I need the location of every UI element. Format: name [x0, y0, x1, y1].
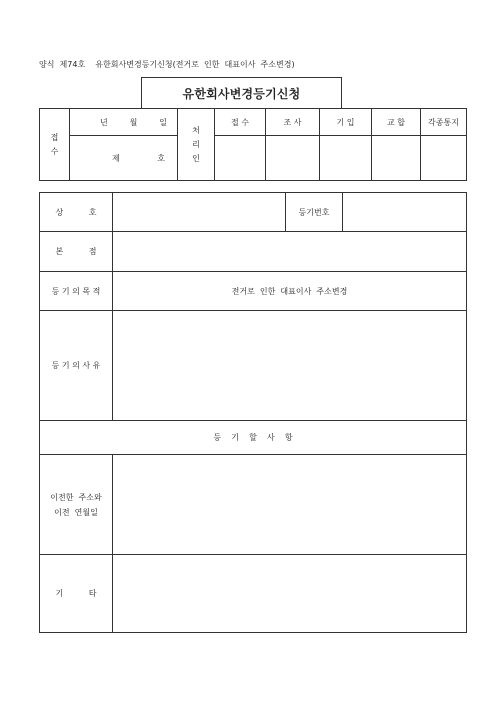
previous-address-label-line1: 이전한 주소와: [50, 492, 102, 502]
registration-purpose-value[interactable]: 전거로 인한 대표이사 주소변경: [113, 272, 467, 311]
investigation-stamp-field[interactable]: [266, 136, 320, 181]
col-notifications-header: 각종통지: [421, 109, 467, 136]
reception-label-bottom: 수: [50, 146, 59, 156]
registration-matters-header: 등 기 할 사 항: [40, 421, 467, 455]
processor-label-1: 처: [192, 125, 200, 135]
previous-address-label-line2: 이전 연월일: [54, 507, 98, 517]
other-field[interactable]: [113, 555, 467, 633]
reception-number-cell: [70, 136, 178, 181]
reception-label: [40, 109, 70, 181]
date-month-label: 월: [129, 117, 138, 127]
registration-purpose-label: 등 기 의 목 적: [40, 272, 113, 311]
col-collation-header: 교 합: [372, 109, 421, 136]
registration-number-label: 등기번호: [286, 193, 343, 232]
collation-stamp-field[interactable]: [372, 136, 421, 181]
notifications-stamp-field[interactable]: [421, 136, 467, 181]
processor-label: [178, 109, 215, 181]
head-office-label: 본 점: [40, 232, 113, 272]
processor-label-3: 인: [192, 153, 200, 163]
col-reception-header: 접 수: [215, 109, 266, 136]
col-entry-header: 기 입: [320, 109, 372, 136]
registration-number-field[interactable]: [343, 193, 467, 232]
other-label: 기 타: [40, 555, 113, 633]
form-number: 양식 제74호 유한회사변경등기신청(전거로 인한 대표이사 주소변경): [39, 60, 295, 69]
date-year-label: 년: [100, 117, 108, 127]
previous-address-field[interactable]: [113, 455, 467, 555]
number-prefix: 제: [112, 153, 120, 163]
trade-name-label: 상 호: [40, 193, 113, 232]
reception-table: [39, 108, 467, 181]
reception-date-cell: [70, 109, 178, 136]
col-investigation-header: 조 사: [266, 109, 320, 136]
reception-stamp-field[interactable]: [215, 136, 266, 181]
document-title: 유한회사변경등기신청: [141, 77, 342, 109]
trade-name-field[interactable]: [113, 193, 286, 232]
reception-label-top: 접: [50, 132, 59, 142]
registration-reason-field[interactable]: [113, 311, 467, 421]
previous-address-label: [40, 455, 113, 555]
registration-reason-label: 등 기 의 사 유: [40, 311, 113, 421]
head-office-field[interactable]: [113, 232, 467, 272]
number-suffix: 호: [157, 153, 165, 163]
date-day-label: 일: [159, 117, 167, 127]
processor-label-2: 리: [192, 139, 200, 149]
entry-stamp-field[interactable]: [320, 136, 372, 181]
application-table: [39, 192, 467, 633]
